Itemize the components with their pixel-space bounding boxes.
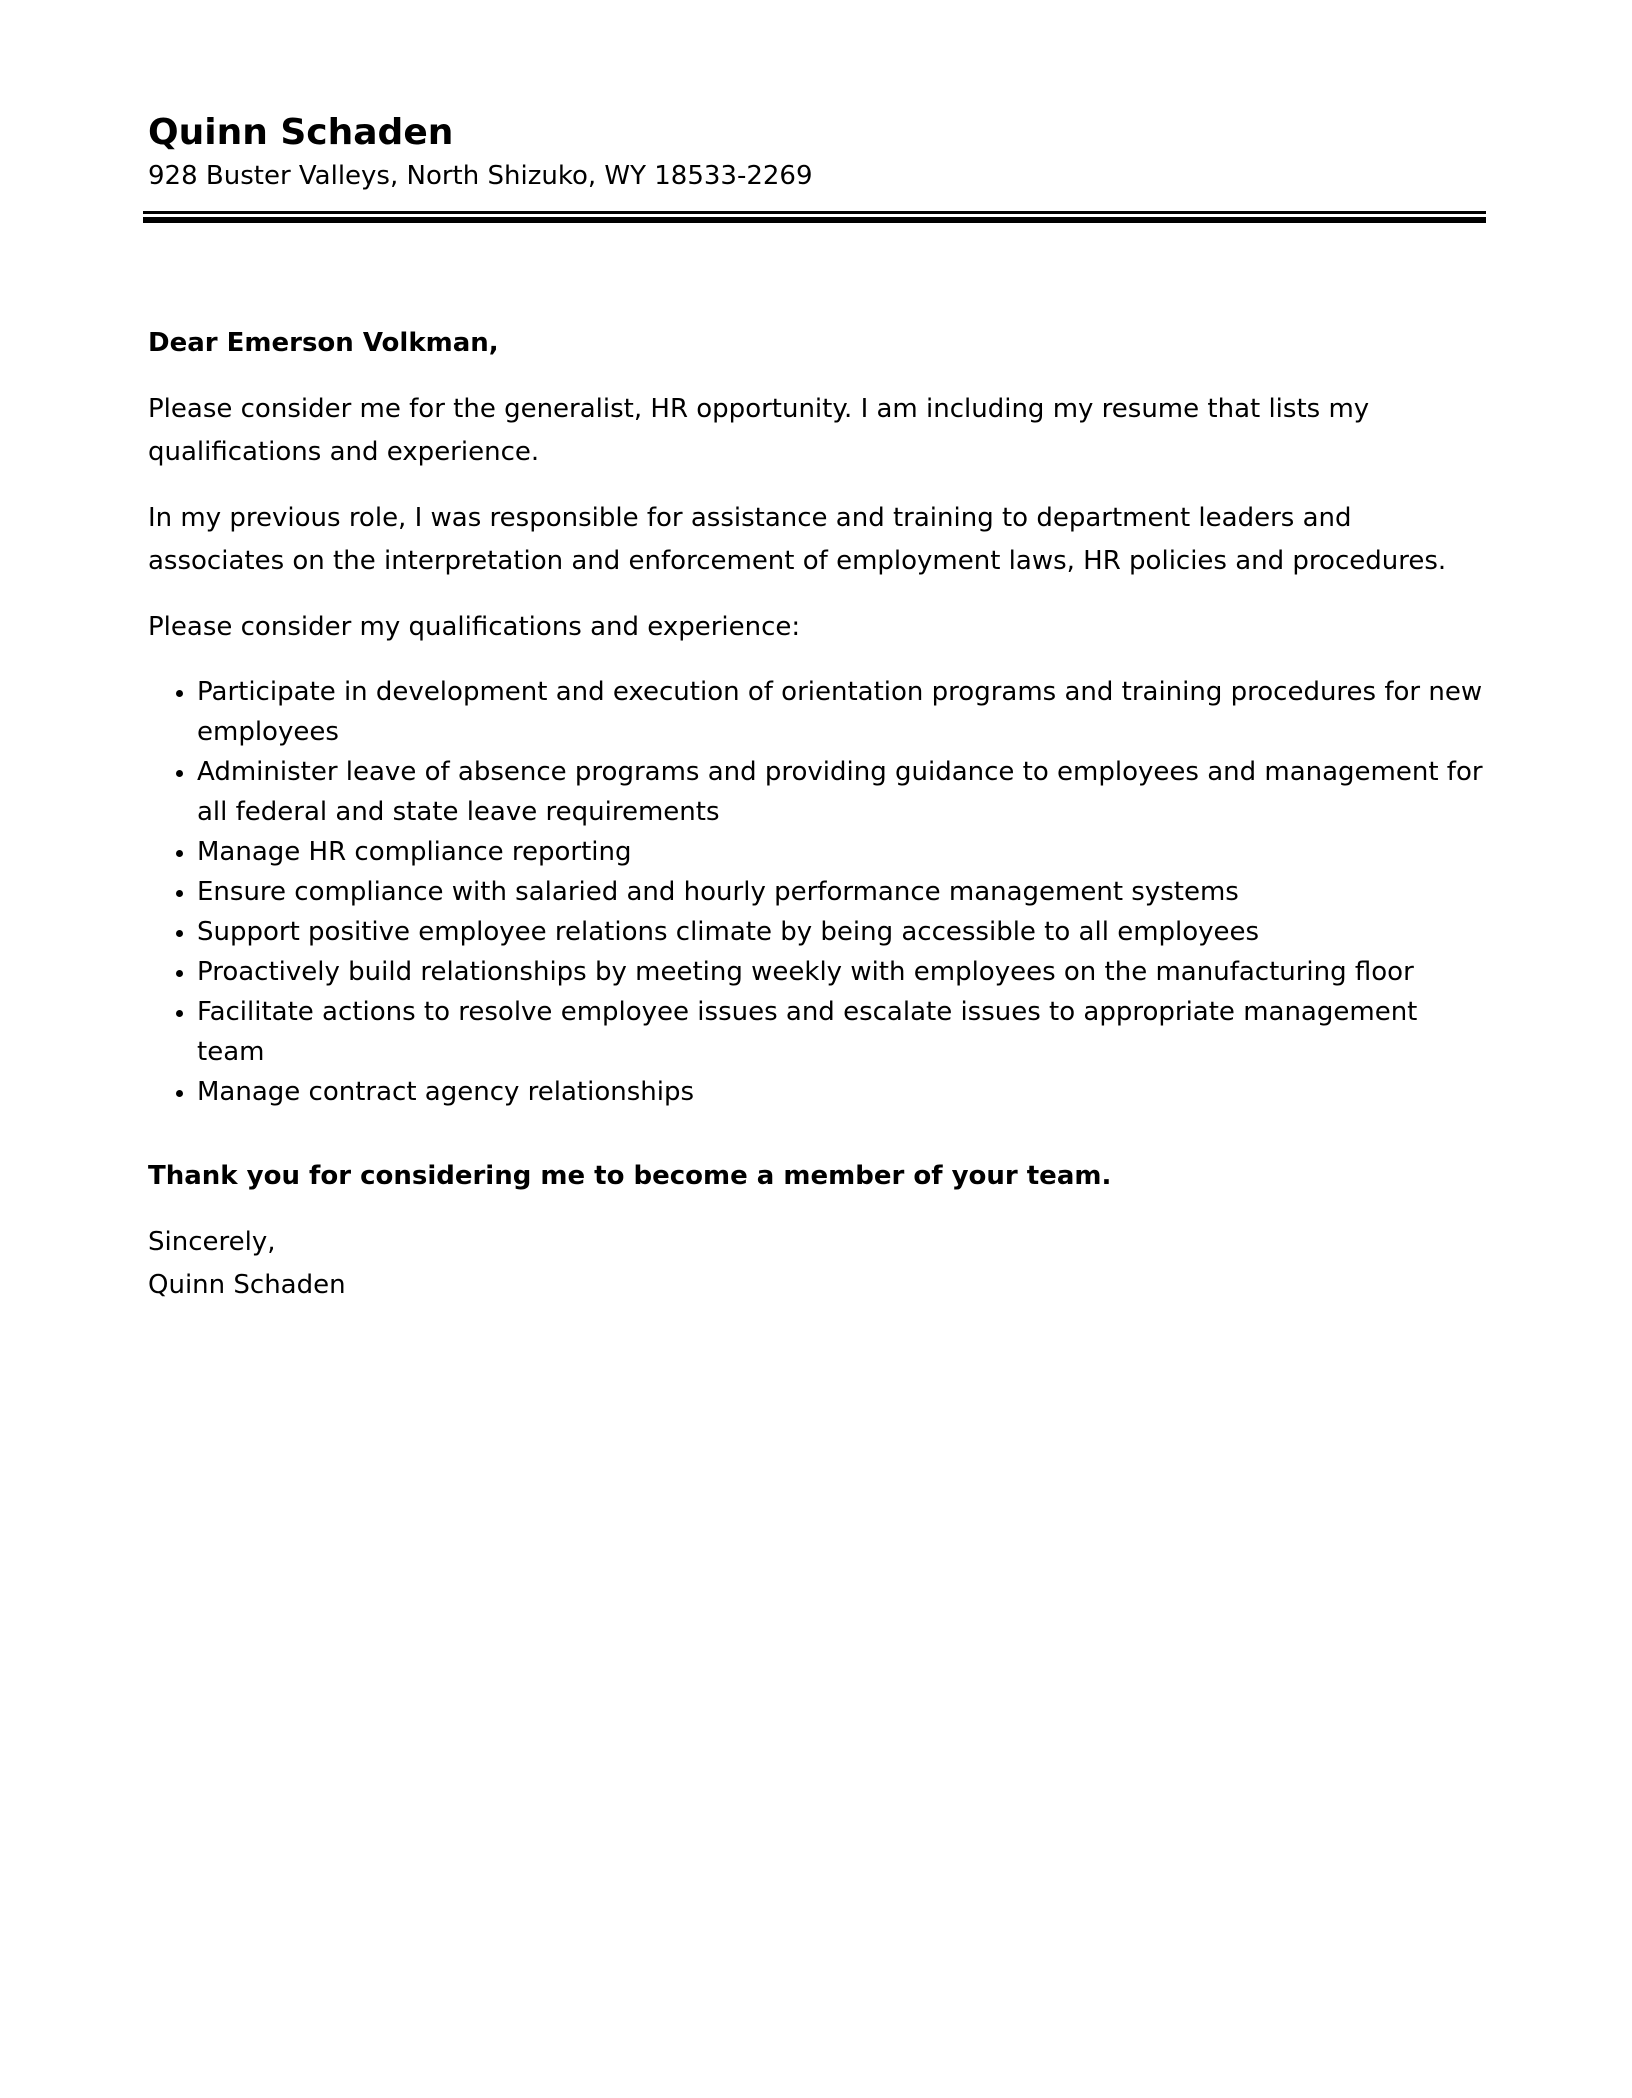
list-item: • Participate in development and execution of orientation programs and training procedures for new employees <box>197 672 1488 752</box>
sender-address: 928 Buster Valleys, North Shizuko, WY 18533-2269 <box>148 161 813 191</box>
signoff-block <box>148 1221 1488 1307</box>
letter-header <box>148 108 1488 194</box>
list-item: • Manage HR compliance reporting <box>197 832 1488 872</box>
sender-name: Quinn Schaden <box>148 112 454 153</box>
qualifications-intro: Please consider my qualifications and experience: <box>148 612 801 642</box>
list-item: • Support positive employee relations climate by being accessible to all employees <box>197 912 1488 952</box>
letter-body <box>148 322 1488 1307</box>
greeting: Dear Emerson Volkman, <box>148 328 499 358</box>
list-item: • Administer leave of absence programs and providing guidance to employees and management for all federal and state leave requirements <box>197 752 1488 832</box>
qualifications-list <box>148 672 1488 1112</box>
list-item: • Ensure compliance with salaried and hourly performance management systems <box>197 872 1488 912</box>
sign-off: Sincerely, <box>148 1227 276 1257</box>
experience-paragraph: In my previous role, I was responsible for assistance and training to department leaders and associates on the interpretation and enforcement of employment laws, HR policies and procedures. <box>148 503 1447 576</box>
list-item: • Manage contract agency relationships <box>197 1072 1488 1112</box>
header-divider <box>143 211 1486 223</box>
closing-statement: Thank you for considering me to become a member of your team. <box>148 1161 1112 1191</box>
signature-name: Quinn Schaden <box>148 1270 346 1300</box>
intro-paragraph: Please consider me for the generalist, HR opportunity. I am including my resume that lists my qualifications and experience. <box>148 394 1370 467</box>
list-item: • Proactively build relationships by meeting weekly with employees on the manufacturing floor <box>197 952 1488 992</box>
list-item: • Facilitate actions to resolve employee issues and escalate issues to appropriate management team <box>197 992 1488 1072</box>
